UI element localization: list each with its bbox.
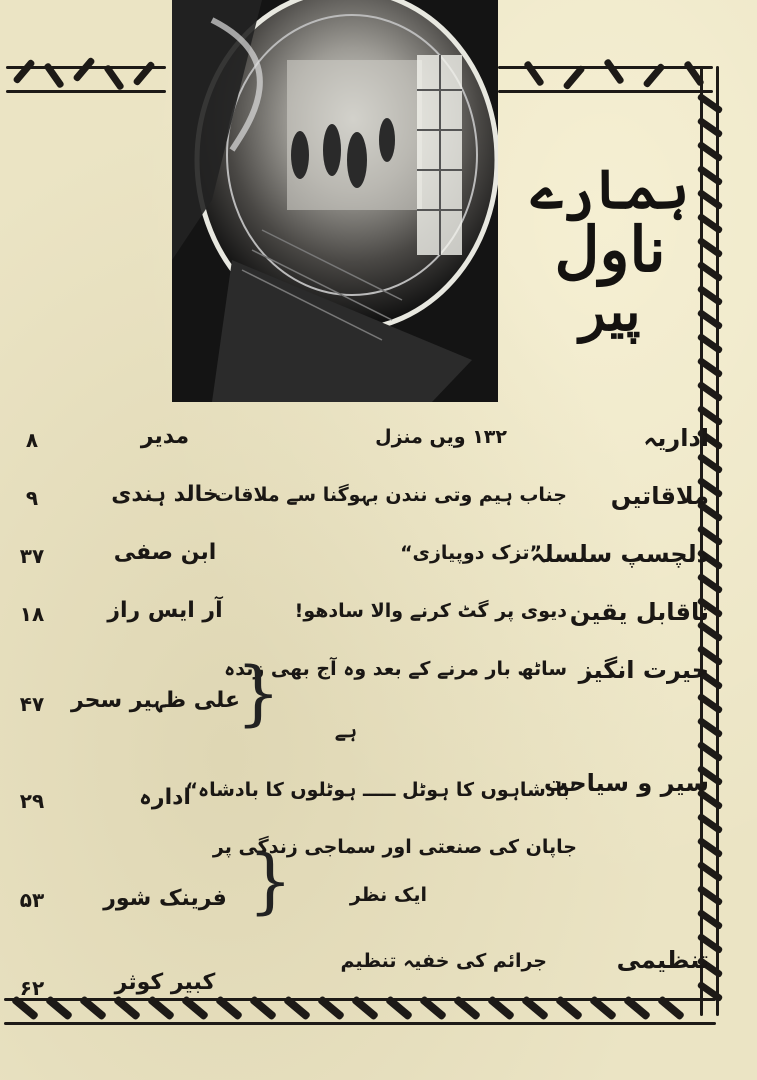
- toc-row[interactable]: [0, 942, 757, 1000]
- bracket-decoration: {: [236, 652, 281, 734]
- border-dash: [498, 90, 713, 93]
- toc-author: ادارہ: [139, 785, 191, 810]
- toc-author: فرینک شور: [103, 886, 227, 911]
- toc-page: ۹: [25, 486, 39, 510]
- toc-author: کبیر کوثر: [114, 970, 216, 995]
- toc-row[interactable]: [0, 594, 757, 634]
- toc-page: ۸: [25, 428, 39, 452]
- toc-page: ۴۷: [19, 692, 45, 716]
- toc-page: ۳۷: [19, 544, 45, 568]
- title-line-2: ناول: [554, 213, 666, 287]
- title-line-1: ہمارے: [530, 156, 690, 221]
- toc-author: مدیر: [140, 424, 190, 449]
- title-line-3: پیر: [579, 278, 641, 343]
- toc-category: تنظیمی: [616, 946, 709, 974]
- toc-category: دلچسپ سلسلہ: [530, 540, 709, 568]
- toc-page: ۱۸: [19, 602, 45, 626]
- toc-category: اداریہ: [643, 424, 709, 452]
- toc-title: ’بادشاہوں کا ہوٹل ـــــ ہوٹلوں کا بادشاہ“: [185, 779, 577, 801]
- toc-row[interactable]: [0, 536, 757, 576]
- toc-title: ۱۳۲ ویں منزل: [375, 426, 507, 448]
- toc-category: ناقابل یقین: [569, 598, 709, 626]
- toc-row[interactable]: [0, 769, 757, 825]
- toc-title: جرائم کی خفیہ تنظیم: [340, 950, 547, 972]
- toc-row[interactable]: [0, 832, 757, 932]
- toc-title-block: [212, 836, 577, 906]
- toc-title-continued: ایک نظر: [349, 884, 427, 906]
- toc-title-block: [224, 658, 567, 742]
- toc-title: ”تزک دوپیازی“: [400, 542, 542, 564]
- toc-title: دیوی پر گٹ کرنے والا سادھو!: [294, 600, 567, 622]
- magazine-title: [530, 120, 690, 380]
- toc-category: ملاقاتیں: [610, 482, 709, 510]
- toc-title: ساٹھ بار مرنے کے بعد وہ آج بھی زندہ: [224, 658, 567, 680]
- toc-row[interactable]: [0, 478, 757, 518]
- toc-category: سیر و سیاحت: [543, 769, 709, 797]
- toc-row[interactable]: [0, 652, 757, 752]
- toc-title: جاپان کی صنعتی اور سماجی زندگی پر: [212, 836, 577, 858]
- toc-page: ۲۹: [19, 789, 45, 813]
- toc-category: حیرت انگیز: [578, 656, 709, 684]
- border-dash: [6, 90, 166, 93]
- toc-author: علی ظہیر سحر: [70, 688, 240, 713]
- toc-title: جناب ہیم وتی نندن بہوگنا سے ملاقات: [214, 484, 567, 506]
- toc-page: ۶۲: [19, 976, 45, 1000]
- bracket-decoration: {: [248, 840, 293, 922]
- cover-photo: [172, 0, 498, 402]
- toc-author: خالد ہندی: [111, 482, 219, 507]
- toc-title-continued: ہے: [334, 720, 357, 742]
- toc-page: ۵۳: [19, 888, 45, 912]
- toc-author: ابن صفی: [113, 540, 217, 565]
- toc-row[interactable]: [0, 420, 757, 460]
- toc-author: آر ایس راز: [107, 598, 223, 623]
- border-dash: [4, 1022, 716, 1025]
